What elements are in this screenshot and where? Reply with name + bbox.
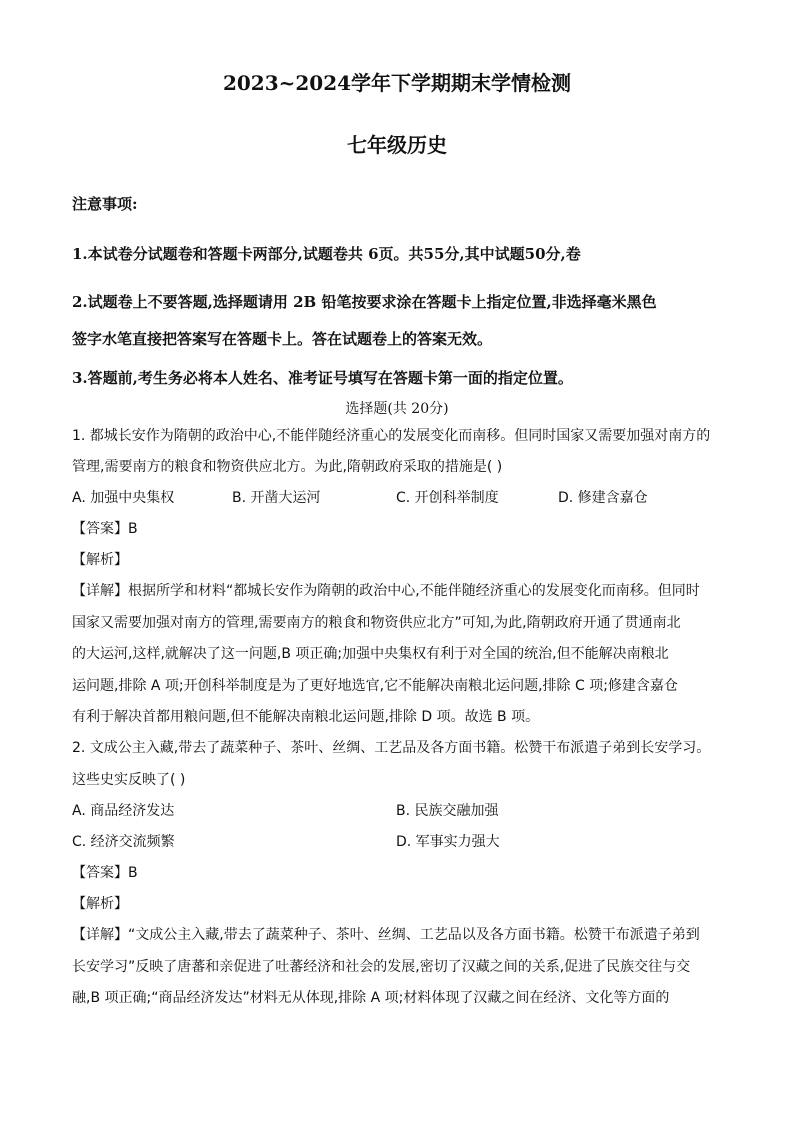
notice-item-2-line-1: 2.试题卷上不要答题,选择题请用 2B 铅笔按要求涂在答题卡上指定位置,非选择毫米黑色 — [72, 293, 657, 311]
q2-analysis-label: 【解析】 — [72, 896, 128, 912]
q1-option-d: D. 修建含嘉仓 — [558, 490, 648, 506]
q2-detail-line-3: 融,B 项正确;“商品经济发达”材料无从体现,排除 A 项;材料体现了汉藏之间在经济、文化等方面的 — [72, 990, 670, 1006]
q1-detail-line-2: 国家又需要加强对南方的管理,需要南方的粮食和物资供应北方”可知,为此,隋朝政府开通了贯通南北 — [72, 615, 681, 631]
notice-item-1: 1.本试卷分试题卷和答题卡两部分,试题卷共 6页。共55分,其中试题50分,卷 — [72, 245, 581, 263]
notice-item-3: 3.答题前,考生务必将本人姓名、准考证号填写在答题卡第一面的指定位置。 — [72, 369, 573, 387]
q2-stem-line-1: 2. 文成公主入藏,带去了蔬菜种子、茶叶、丝绸、工艺品及各方面书籍。松赞干布派遣子弟到长安学习。 — [72, 740, 711, 756]
q1-analysis-label: 【解析】 — [72, 552, 128, 568]
q1-answer: 【答案】B — [72, 521, 138, 537]
q1-detail-line-1: 【详解】根据所学和材料“都城长安作为隋朝的政治中心,不能伴随经济重心的发展变化而南移。但同时 — [72, 583, 700, 599]
q1-detail-line-3: 的大运河,这样,就解决了这一问题,B 项正确;加强中央集权有利于对全国的统治,但不能解决南粮北 — [72, 646, 669, 662]
q2-detail-line-2: 长安学习”反映了唐蕃和亲促进了吐蕃经济和社会的发展,密切了汉藏之间的关系,促进了民族交往与交 — [72, 959, 691, 975]
section-title: 选择题(共 20分) — [345, 401, 449, 417]
page-title: 2023~2024学年下学期期末学情检测 — [222, 71, 572, 95]
q2-stem-line-2: 这些史实反映了( ) — [72, 772, 186, 788]
notice-item-2-line-2: 签字水笔直接把答案写在答题卡上。答在试题卷上的答案无效。 — [72, 330, 493, 348]
q1-detail-line-4: 运问题,排除 A 项;开创科举制度是为了更好地选官,它不能解决南粮北运问题,排除 C 项;修建含嘉仓 — [72, 678, 678, 694]
q2-answer: 【答案】B — [72, 865, 138, 881]
q2-option-c: C. 经济交流频繁 — [72, 834, 175, 850]
q1-option-c: C. 开创科举制度 — [396, 490, 499, 506]
q1-option-b: B. 开凿大运河 — [232, 490, 321, 506]
q2-option-b: B. 民族交融加强 — [396, 803, 499, 819]
page-subtitle: 七年级历史 — [347, 133, 447, 157]
q2-option-a: A. 商品经济发达 — [72, 803, 175, 819]
notice-heading: 注意事项: — [72, 195, 138, 213]
q2-detail-line-1: 【详解】“文成公主入藏,带去了蔬菜种子、茶叶、丝绸、工艺品以及各方面书籍。松赞干布派遣子弟到 — [72, 927, 700, 943]
q1-stem-line-1: 1. 都城长安作为隋朝的政治中心,不能伴随经济重心的发展变化而南移。但同时国家又需要加强对南方的 — [72, 428, 711, 444]
q1-detail-line-5: 有利于解决首都用粮问题,但不能解决南粮北运问题,排除 D 项。故选 B 项。 — [72, 709, 540, 725]
q2-option-d: D. 军事实力强大 — [396, 834, 500, 850]
q1-stem-line-2: 管理,需要南方的粮食和物资供应北方。为此,隋朝政府采取的措施是( ) — [72, 459, 503, 475]
q1-option-a: A. 加强中央集权 — [72, 490, 175, 506]
